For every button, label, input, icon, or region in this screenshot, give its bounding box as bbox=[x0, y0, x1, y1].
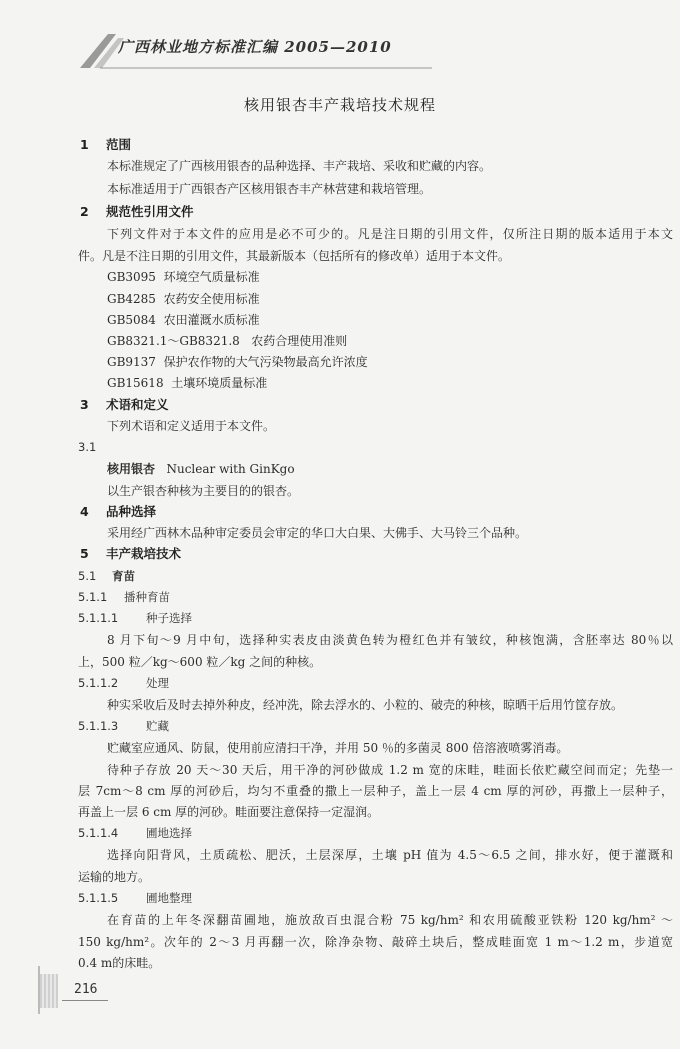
term-entry: 核用银杏 Nuclear with GinKgo bbox=[107, 462, 295, 476]
paragraph: 件。凡是不注日期的引用文件，其最新版本（包括所有的修改单）适用于本文件。 bbox=[78, 249, 511, 263]
paragraph: 8 月下旬～9 月中旬，选择种实表皮由淡黄色转为橙红色并有皱纹，种核饱满，含胚率达 80％以 bbox=[107, 633, 673, 647]
paragraph: 150 kg/hm²。次年的 2～3 月再翻一次，除净杂物、敲碎土块后，整成畦面宽 1 m～1.2 m，步道宽 bbox=[78, 935, 673, 949]
reference-item: GB15618 土壤环境质量标准 bbox=[107, 376, 268, 390]
subsection-number: 3.1 bbox=[78, 440, 97, 454]
paragraph: 运输的地方。 bbox=[78, 870, 151, 884]
paragraph: 在育苗的上年冬深翻苗圃地，施放敌百虫混合粉 75 kg/hm² 和农用硫酸亚铁粉 120 kg/hm² ～ bbox=[107, 913, 673, 927]
paragraph: 层 7cm～8 cm 厚的河砂后，均匀不重叠的撒上一层种子，盖上一层 4 cm 厚的河砂，再撒上一层种子， bbox=[78, 784, 673, 798]
section-heading: 3 术语和定义 bbox=[80, 397, 169, 412]
paragraph: 上，500 粒／kg～600 粒／kg 之间的种核。 bbox=[78, 655, 322, 669]
section-heading: 1 范围 bbox=[80, 137, 132, 152]
term-definition: 以生产银杏种核为主要目的的银杏。 bbox=[107, 484, 300, 498]
reference-item: GB8321.1～GB8321.8 农药合理使用准则 bbox=[107, 334, 348, 348]
reference-item: GB4285 农药安全使用标准 bbox=[107, 292, 260, 306]
paragraph: 再盖上一层 6 cm 厚的河砂。畦面要注意保持一定湿润。 bbox=[78, 805, 380, 819]
paragraph: 本标准规定了广西核用银杏的品种选择、丰产栽培、采收和贮藏的内容。 bbox=[107, 159, 492, 173]
subsection-heading: 5.1.1.4 圃地选择 bbox=[78, 826, 192, 840]
subsection-heading: 5.1.1.5 圃地整理 bbox=[78, 891, 192, 905]
paragraph: 采用经广西林木品种审定委员会审定的华口大白果、大佛手、大马铃三个品种。 bbox=[107, 526, 528, 540]
running-header: 广西林业地方标准汇编 2005—2010 bbox=[118, 38, 392, 56]
section-heading: 4 品种选择 bbox=[80, 504, 157, 519]
paragraph: 下列术语和定义适用于本文件。 bbox=[107, 419, 276, 433]
page-number: 216 bbox=[74, 982, 98, 997]
paragraph: 0.4 m的床畦。 bbox=[78, 956, 161, 970]
reference-item: GB3095 环境空气质量标准 bbox=[107, 270, 260, 284]
paragraph: 选择向阳背风，土质疏松、肥沃，土层深厚，土壤 pH 值为 4.5～6.5 之间，排水好，便于灌溉和 bbox=[107, 848, 673, 862]
paragraph: 待种子存放 20 天～30 天后，用干净的河砂做成 1.2 m 宽的床畦，畦面长依贮藏空间而定；先垫一 bbox=[107, 763, 673, 777]
section-heading: 5 丰产栽培技术 bbox=[80, 546, 182, 561]
subsection-heading: 5.1.1.3 贮藏 bbox=[78, 719, 169, 733]
paragraph: 下列文件对于本文件的应用是必不可少的。凡是注日期的引用文件，仅所注日期的版本适用于本文 bbox=[107, 227, 673, 241]
section-heading: 2 规范性引用文件 bbox=[80, 204, 194, 219]
reference-item: GB9137 保护农作物的大气污染物最高允许浓度 bbox=[107, 355, 368, 369]
footer-decoration bbox=[40, 974, 58, 1008]
footer-divider bbox=[62, 1000, 108, 1001]
document-title: 核用银杏丰产栽培技术规程 bbox=[243, 96, 436, 114]
paragraph: 种实采收后及时去掉外种皮，经冲洗，除去浮水的、小粒的、破壳的种核，晾晒干后用竹筐存放。 bbox=[107, 698, 624, 712]
subsection-heading: 5.1.1 播种育苗 bbox=[78, 590, 170, 604]
subsection-heading: 5.1 育苗 bbox=[78, 569, 135, 583]
paragraph: 本标准适用于广西银杏产区核用银杏丰产林营建和栽培管理。 bbox=[107, 182, 432, 196]
subsection-heading: 5.1.1.2 处理 bbox=[78, 676, 169, 690]
paragraph: 贮藏室应通风、防鼠，使用前应清扫干净，并用 50 ％的多菌灵 800 倍溶液喷雾消毒。 bbox=[107, 741, 569, 755]
subsection-heading: 5.1.1.1 种子选择 bbox=[78, 611, 192, 625]
reference-item: GB5084 农田灌溉水质标准 bbox=[107, 313, 260, 327]
